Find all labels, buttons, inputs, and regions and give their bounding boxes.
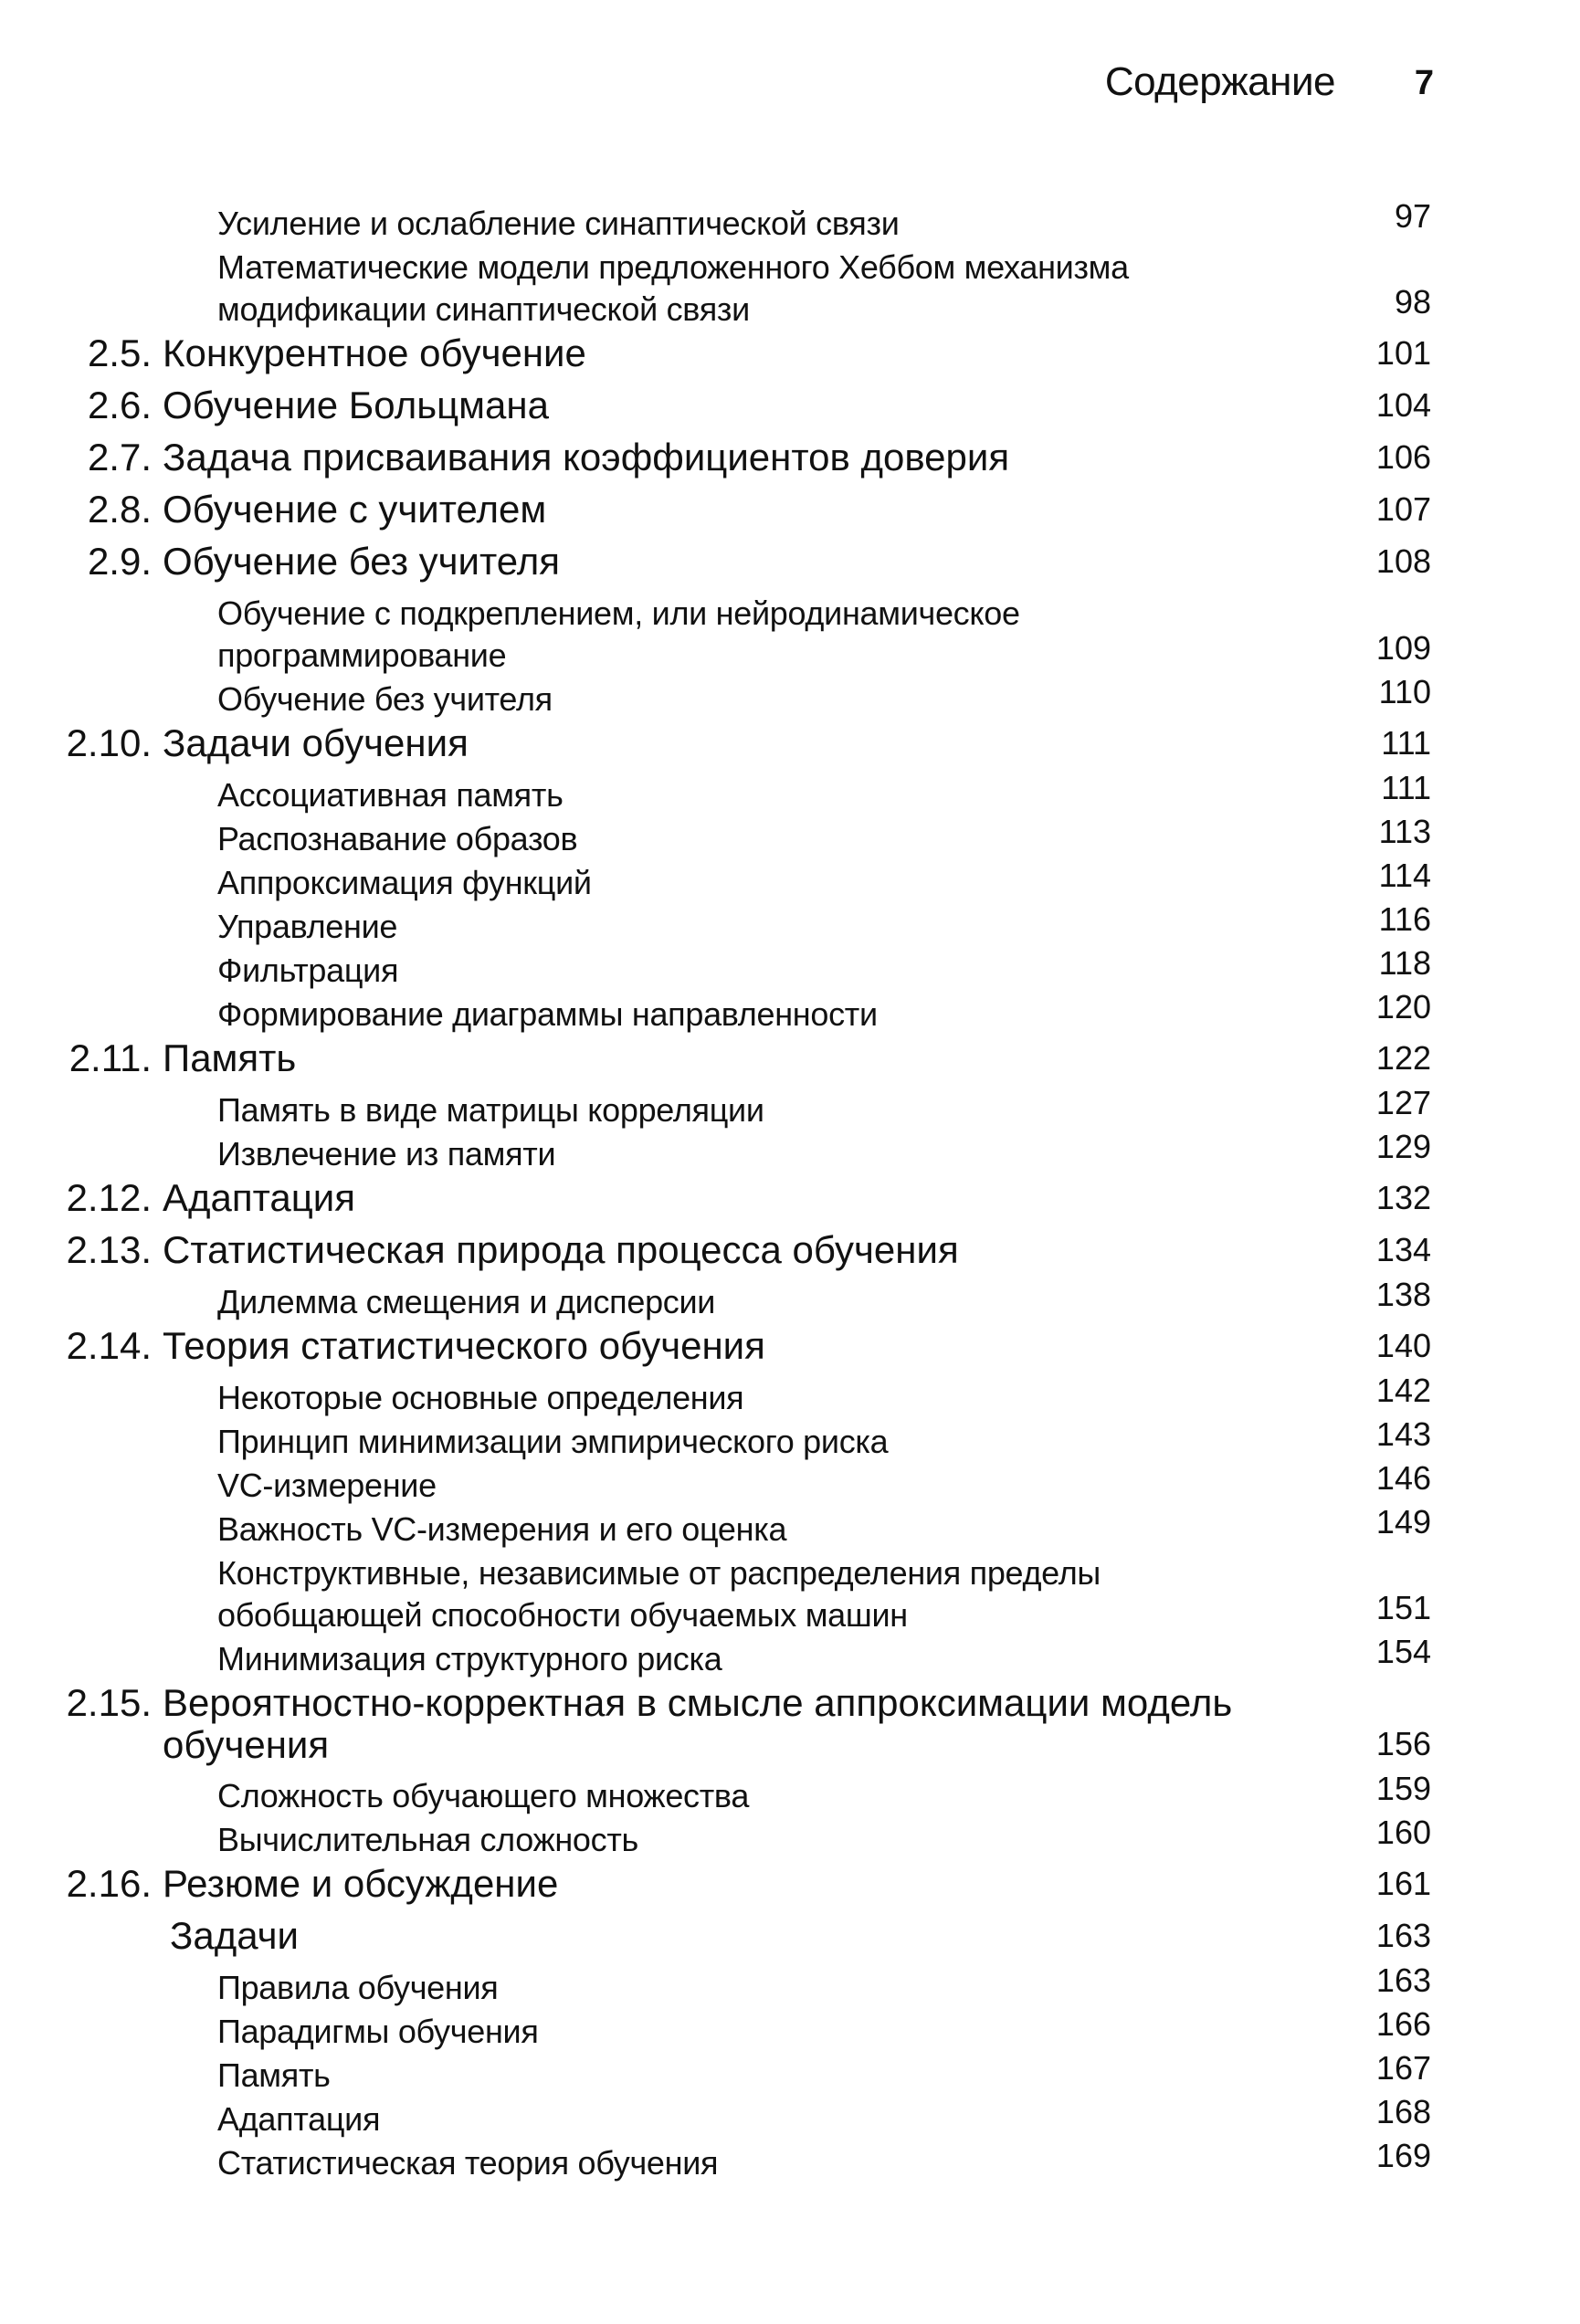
toc-subsection-entry[interactable] bbox=[0, 813, 1580, 857]
toc-page-number: 111 bbox=[1381, 724, 1431, 762]
toc-entry-title: Задача присваивания коэффициентов доверия bbox=[163, 436, 1010, 478]
toc-subsection-entry[interactable] bbox=[0, 1547, 1580, 1633]
toc-entry-title: Распознавание образов bbox=[217, 820, 578, 857]
toc-entry-title: Вероятностно-корректная в смысле аппроксимации модель обучения bbox=[163, 1681, 1233, 1766]
toc-entry-title: Усиление и ослабление синаптической связи bbox=[217, 205, 900, 242]
toc-page-number: 143 bbox=[1375, 1415, 1431, 1453]
toc-page-number: 120 bbox=[1375, 988, 1431, 1025]
toc-section-number: 2.14. bbox=[66, 1324, 152, 1367]
toc-page-number: 161 bbox=[1375, 1865, 1431, 1902]
toc-subsection-entry[interactable] bbox=[0, 857, 1580, 900]
toc-page-number: 118 bbox=[1378, 944, 1431, 982]
toc-entry-title: Конструктивные, независимые от распределения пределы обобщающей способности обучаемых машин bbox=[217, 1554, 1101, 1634]
toc-section-number: 2.12. bbox=[66, 1176, 152, 1219]
toc-page-number: 156 bbox=[1375, 1725, 1431, 1762]
toc-subsection-entry[interactable] bbox=[0, 241, 1580, 327]
toc-entry-title: Адаптация bbox=[217, 2100, 381, 2138]
toc-page-number: 116 bbox=[1378, 900, 1431, 938]
toc-page-number: 149 bbox=[1375, 1503, 1431, 1541]
running-header bbox=[0, 55, 1580, 110]
toc-subsection-entry[interactable] bbox=[0, 1633, 1580, 1677]
toc-section-number: 2.8. bbox=[87, 488, 152, 531]
toc-subsection-entry[interactable] bbox=[0, 1770, 1580, 1814]
toc-page-number: 151 bbox=[1375, 1589, 1431, 1626]
toc-entry-title: Дилемма смещения и дисперсии bbox=[217, 1283, 716, 1320]
toc-entry-title: Теория статистического обучения bbox=[163, 1324, 765, 1367]
toc-page-number: 168 bbox=[1375, 2093, 1431, 2130]
toc-entry-title: Ассоциативная память bbox=[217, 776, 564, 814]
toc-page-number: 163 bbox=[1375, 1917, 1431, 1954]
toc-section-entry[interactable] bbox=[0, 535, 1580, 587]
toc-page-number: 97 bbox=[1394, 197, 1431, 235]
toc-entry-title: Память bbox=[163, 1036, 297, 1079]
toc-page-number: 160 bbox=[1375, 1814, 1431, 1851]
toc-section-number: 2.15. bbox=[66, 1681, 152, 1724]
toc-section-number: 2.16. bbox=[66, 1862, 152, 1905]
toc-subsection-entry[interactable] bbox=[0, 1276, 1580, 1320]
toc-entry-title: Память bbox=[217, 2056, 331, 2094]
toc-page-number: 104 bbox=[1375, 386, 1431, 424]
toc-section-entry[interactable] bbox=[0, 1172, 1580, 1224]
toc-entry-title: Аппроксимация функций bbox=[217, 864, 592, 901]
toc-subsection-entry[interactable] bbox=[0, 2005, 1580, 2049]
toc-page-number: 166 bbox=[1375, 2005, 1431, 2043]
toc-entry-title: Формирование диаграммы направленности bbox=[217, 995, 878, 1033]
toc-subsection-entry[interactable] bbox=[0, 1415, 1580, 1459]
toc-subsection-entry[interactable] bbox=[0, 1128, 1580, 1172]
toc-subsection-entry[interactable] bbox=[0, 1459, 1580, 1503]
toc-entry-title: Извлечение из памяти bbox=[217, 1135, 556, 1173]
toc-entry-title: Задачи bbox=[170, 1914, 300, 1957]
toc-section-entry[interactable] bbox=[0, 1320, 1580, 1372]
toc-entry-title: Принцип минимизации эмпирического риска bbox=[217, 1423, 889, 1460]
toc-entry-title: Минимизация структурного риска bbox=[217, 1640, 722, 1677]
toc-page-number: 138 bbox=[1375, 1276, 1431, 1313]
toc-section-entry[interactable] bbox=[0, 1677, 1580, 1770]
toc-page-number: 110 bbox=[1378, 673, 1431, 710]
toc-page-number: 98 bbox=[1394, 283, 1431, 321]
toc-entry-title: Математические модели предложенного Хеббом механизма модификации синаптической связи bbox=[217, 248, 1129, 328]
toc-section-entry[interactable] bbox=[0, 717, 1580, 769]
toc-section-entry[interactable] bbox=[0, 483, 1580, 535]
toc-subsection-entry[interactable] bbox=[0, 673, 1580, 717]
toc-entry-title: Статистическая теория обучения bbox=[217, 2144, 719, 2182]
toc-subsection-entry[interactable] bbox=[0, 2093, 1580, 2137]
toc-page-number: 154 bbox=[1375, 1633, 1431, 1670]
toc-section-entry[interactable] bbox=[0, 327, 1580, 379]
toc-page-number: 159 bbox=[1375, 1770, 1431, 1807]
toc-page-number: 113 bbox=[1378, 813, 1431, 850]
toc-entry-title: Обучение без учителя bbox=[217, 680, 553, 718]
toc-subsection-entry[interactable] bbox=[0, 1372, 1580, 1415]
toc-entry-title: Адаптация bbox=[163, 1176, 356, 1219]
toc-page-number: 169 bbox=[1375, 2137, 1431, 2174]
toc-entry-title: Обучение без учителя bbox=[163, 540, 560, 583]
toc-page-number: 122 bbox=[1375, 1039, 1431, 1077]
toc-entry-title: Управление bbox=[217, 908, 398, 945]
toc-section-number: 2.7. bbox=[87, 436, 152, 478]
toc-entry-title: VC-измерение bbox=[217, 1467, 437, 1504]
toc-page-number: 129 bbox=[1375, 1128, 1431, 1165]
toc-section-entry[interactable] bbox=[0, 1909, 1580, 1961]
toc-page-number: 107 bbox=[1375, 490, 1431, 528]
toc-entry-title: Статистическая природа процесса обучения bbox=[163, 1228, 959, 1271]
toc-page-number: 134 bbox=[1375, 1231, 1431, 1268]
toc-entry-title: Задачи обучения bbox=[163, 721, 469, 764]
toc-entry-title: Некоторые основные определения bbox=[217, 1379, 744, 1416]
header-page-number: 7 bbox=[1414, 64, 1434, 102]
table-of-contents bbox=[0, 197, 1580, 2181]
toc-page-number: 111 bbox=[1381, 769, 1431, 806]
toc-entry-title: Фильтрация bbox=[217, 952, 399, 989]
toc-section-entry[interactable] bbox=[0, 1857, 1580, 1909]
toc-section-number: 2.10. bbox=[66, 721, 152, 764]
toc-entry-title: Вычислительная сложность bbox=[217, 1821, 638, 1858]
toc-page-number: 142 bbox=[1375, 1372, 1431, 1409]
toc-page-number: 167 bbox=[1375, 2049, 1431, 2087]
toc-section-entry[interactable] bbox=[0, 379, 1580, 431]
toc-subsection-entry[interactable] bbox=[0, 197, 1580, 241]
toc-section-number: 2.11. bbox=[68, 1036, 152, 1079]
toc-entry-title: Обучение с учителем bbox=[163, 488, 547, 531]
toc-entry-title: Сложность обучающего множества bbox=[217, 1777, 750, 1814]
toc-page-number: 132 bbox=[1375, 1179, 1431, 1216]
toc-entry-title: Важность VC-измерения и его оценка bbox=[217, 1510, 787, 1548]
toc-section-entry[interactable] bbox=[0, 431, 1580, 483]
toc-subsection-entry[interactable] bbox=[0, 1961, 1580, 2005]
toc-subsection-entry[interactable] bbox=[0, 769, 1580, 813]
toc-section-number: 2.6. bbox=[87, 384, 152, 426]
toc-entry-title: Резюме и обсуждение bbox=[163, 1862, 559, 1905]
toc-page-number: 163 bbox=[1375, 1961, 1431, 1999]
toc-section-number: 2.9. bbox=[87, 540, 152, 583]
toc-entry-title: Конкурентное обучение bbox=[163, 331, 586, 374]
toc-subsection-entry[interactable] bbox=[0, 900, 1580, 944]
toc-subsection-entry[interactable] bbox=[0, 2049, 1580, 2093]
toc-entry-title: Память в виде матрицы корреляции bbox=[217, 1091, 764, 1129]
toc-subsection-entry[interactable] bbox=[0, 944, 1580, 988]
toc-section-number: 2.5. bbox=[87, 331, 152, 374]
toc-subsection-entry[interactable] bbox=[0, 2137, 1580, 2181]
toc-entry-title: Правила обучения bbox=[217, 1969, 499, 2006]
toc-section-entry[interactable] bbox=[0, 1224, 1580, 1276]
toc-entry-title: Обучение с подкреплением, или нейродинамическое программирование bbox=[217, 594, 1020, 674]
toc-page-number: 114 bbox=[1378, 857, 1431, 894]
toc-page-number: 109 bbox=[1375, 629, 1431, 667]
toc-page-number: 106 bbox=[1375, 438, 1431, 476]
toc-entry-title: Обучение Больцмана bbox=[163, 384, 549, 426]
toc-section-entry[interactable] bbox=[0, 1032, 1580, 1084]
toc-subsection-entry[interactable] bbox=[0, 587, 1580, 673]
toc-section-number: 2.13. bbox=[66, 1228, 152, 1271]
header-title: Содержание bbox=[1104, 59, 1335, 104]
toc-page-number: 108 bbox=[1375, 542, 1431, 580]
toc-page-number: 101 bbox=[1375, 334, 1431, 372]
toc-subsection-entry[interactable] bbox=[0, 1084, 1580, 1128]
toc-page-number: 127 bbox=[1375, 1084, 1431, 1121]
toc-entry-title: Парадигмы обучения bbox=[217, 2013, 539, 2050]
toc-subsection-entry[interactable] bbox=[0, 1814, 1580, 1857]
toc-page-number: 146 bbox=[1375, 1459, 1431, 1497]
toc-subsection-entry[interactable] bbox=[0, 988, 1580, 1032]
toc-subsection-entry[interactable] bbox=[0, 1503, 1580, 1547]
toc-page-number: 140 bbox=[1375, 1327, 1431, 1364]
